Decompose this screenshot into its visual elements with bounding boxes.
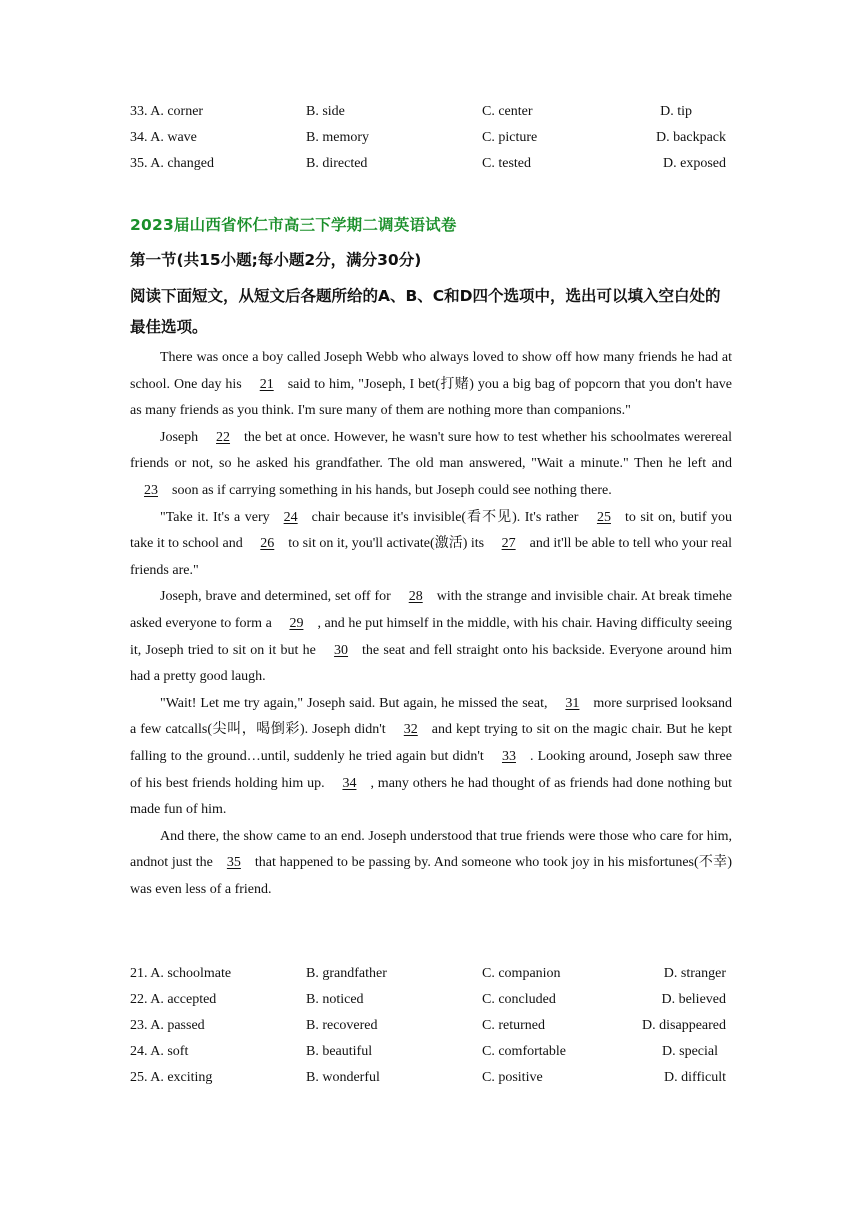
option-b: B. side xyxy=(306,104,345,119)
option-row-34 xyxy=(130,130,730,150)
option-a: 23. A. passed xyxy=(130,1018,205,1033)
option-a: 33. A. corner xyxy=(130,104,204,119)
option-b: B. beautiful xyxy=(306,1044,373,1059)
blank-29: 29 xyxy=(289,615,304,631)
option-c: C. companion xyxy=(482,966,561,981)
option-d: D. exposed xyxy=(663,156,726,171)
option-a: 24. A. soft xyxy=(130,1044,189,1059)
option-row-22 xyxy=(130,992,730,1012)
section-subtitle: 第一节(共15小题;每小题2分，满分30分) xyxy=(130,251,422,269)
blank-27: 27 xyxy=(501,536,516,552)
blank-33: 33 xyxy=(501,748,516,764)
blank-35: 35 xyxy=(226,855,241,871)
blank-34: 34 xyxy=(342,775,357,791)
blank-26: 26 xyxy=(260,536,275,552)
option-row-25 xyxy=(130,1070,730,1090)
option-b: B. directed xyxy=(306,156,368,171)
blank-25: 25 xyxy=(596,509,611,525)
blank-28: 28 xyxy=(408,589,423,605)
option-d: D. special xyxy=(662,1044,718,1059)
blank-23: 23 xyxy=(144,482,158,498)
blank-31: 31 xyxy=(565,695,580,711)
option-b: B. grandfather xyxy=(306,966,387,981)
blank-22: 22 xyxy=(216,429,231,445)
blank-30: 30 xyxy=(334,642,349,658)
option-a: 25. A. exciting xyxy=(130,1070,213,1085)
blank-24: 24 xyxy=(283,509,298,525)
option-c: C. comfortable xyxy=(482,1044,566,1059)
exam-title: 2023届山西省怀仁市高三下学期二调英语试卷 xyxy=(130,216,457,234)
option-b: B. wonderful xyxy=(306,1070,380,1085)
option-row-35 xyxy=(130,156,730,176)
instructions: 阅读下面短文，从短文后各题所给的A、B、C和D四个选项中，选出可以填入空白处的最佳选项。 xyxy=(130,287,721,336)
option-a: 35. A. changed xyxy=(130,156,214,171)
paragraph-3: "Take it. It's a very 24 chair because it's invisible(看不见). It's rather 25 to sit on, butif you take it to school and 26 to sit on it, you'll activate(激活) its 27 and it'll be able to tell who your real friends are." xyxy=(130,509,733,578)
option-d: D. difficult xyxy=(664,1070,726,1085)
option-d: D. believed xyxy=(661,992,726,1007)
option-c: C. center xyxy=(482,104,533,119)
option-d: D. disappeared xyxy=(642,1018,726,1033)
option-a: 21. A. schoolmate xyxy=(130,966,232,981)
option-row-23 xyxy=(130,1018,730,1038)
option-c: C. picture xyxy=(482,130,538,145)
paragraph-2: Joseph 22 the bet at once. However, he wasn't sure how to test whether his schoolmates werereal friends or not, so he asked his grandfather. The old man answered, "Wait a minute." Then he left and 23 soon as if carrying something in his hands, but Joseph could see nothing there. xyxy=(130,429,732,498)
option-a: 34. A. wave xyxy=(130,130,197,145)
option-b: B. noticed xyxy=(306,992,364,1007)
option-d: D. backpack xyxy=(656,130,726,145)
cloze-passage xyxy=(130,345,732,903)
option-d: D. stranger xyxy=(663,966,726,981)
option-c: C. returned xyxy=(482,1018,545,1033)
option-d: D. tip xyxy=(660,104,692,119)
option-a: 22. A. accepted xyxy=(130,992,217,1007)
option-b: B. memory xyxy=(306,130,369,145)
paragraph-4: Joseph, brave and determined, set off for 28 with the strange and invisible chair. At break timehe asked everyone to form a 29 , and he put himself in the middle, with his chair. Having difficulty seeing it, Joseph tried to sit on it but he 30 the seat and fell straight onto his backside. Everyone around him had a pretty good laugh. xyxy=(130,589,732,685)
paragraph-5: "Wait! Let me try again," Joseph said. But again, he missed the seat, 31 more surprised looksand a few catcalls(尖叫，喝倒彩). Joseph didn't 32 and kept trying to sit on the magic chair. But he kept falling to the ground…until, suddenly he tried again but didn't 33 . Looking around, Joseph saw three of his best friends holding him up. 34 , many others he had thought of as friends had done nothing but made fun of him. xyxy=(130,695,732,818)
blank-21: 21 xyxy=(259,376,274,392)
paragraph-1: There was once a boy called Joseph Webb who always loved to show off how many friends he had at school. One day his 21 said to him, "Joseph, I bet(打赌) you a big bag of popcorn that you don't have as many friends as you think. I'm sure many of them are nothing more than companions." xyxy=(130,350,732,419)
blank-32: 32 xyxy=(403,722,418,738)
option-c: C. positive xyxy=(482,1070,543,1085)
option-row-21 xyxy=(130,966,730,986)
option-b: B. recovered xyxy=(306,1018,378,1033)
option-row-24 xyxy=(130,1044,730,1064)
option-c: C. tested xyxy=(482,156,531,171)
option-row-33 xyxy=(130,104,730,124)
option-c: C. concluded xyxy=(482,992,556,1007)
paragraph-6: And there, the show came to an end. Joseph understood that true friends were those who care for him, andnot just the 35 that happened to be passing by. And someone who took joy in his misfortunes(不幸) was even less of a friend. xyxy=(130,828,732,897)
